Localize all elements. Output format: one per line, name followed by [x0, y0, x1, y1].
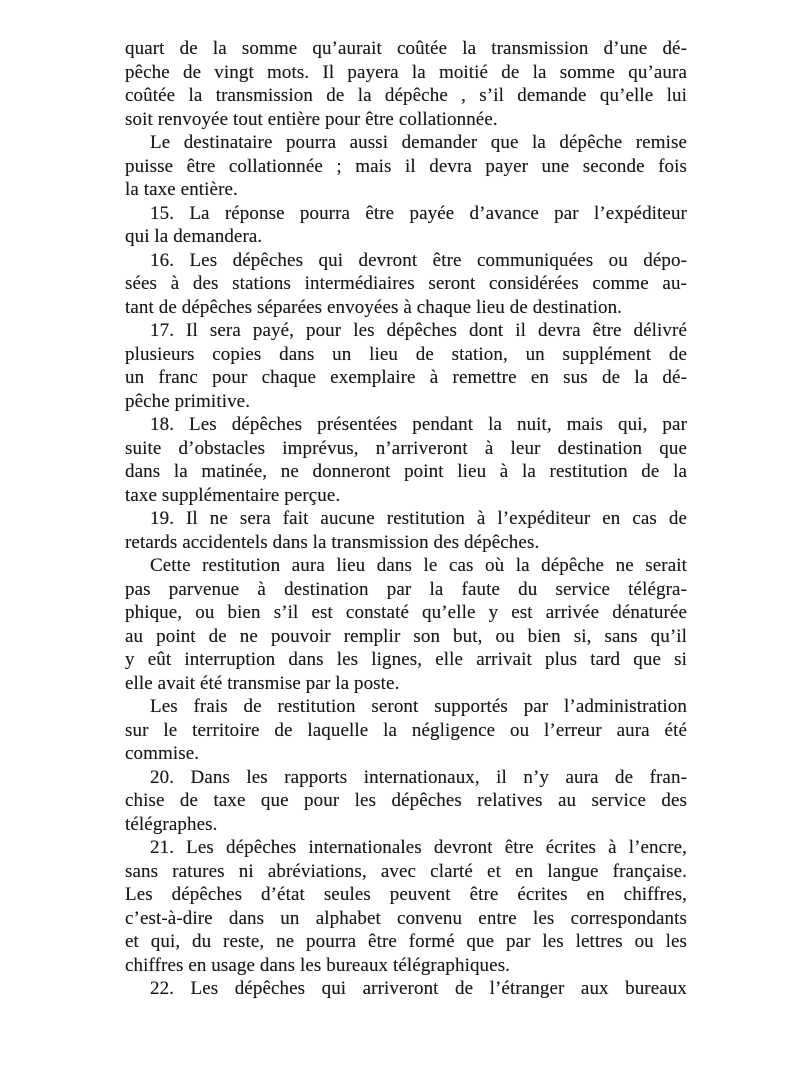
text-line: dans la matinée, ne donneront point lieu à la restitution de la: [125, 461, 687, 482]
text-line: phique, ou bien s’il est constaté qu’elle y est arrivée dénaturée: [125, 602, 687, 623]
text-line: sées à des stations intermédiaires seront considérées comme au-: [125, 273, 687, 294]
text-line: chise de taxe que pour les dépêches relatives au service des: [125, 790, 687, 811]
text-line: qui la demandera.: [125, 226, 263, 247]
text-line: 15. La réponse pourra être payée d’avance par l’expéditeur: [150, 202, 687, 224]
text-line: au point de ne pouvoir remplir son but, ou bien si, sans qu’il: [125, 625, 687, 647]
text-line: elle avait été transmise par la poste.: [125, 672, 400, 694]
text-line: télégraphes.: [125, 813, 218, 835]
text-line: taxe supplémentaire perçue.: [125, 484, 341, 506]
text-line: 20. Dans les rapports internationaux, il n’y aura de fran-: [150, 766, 687, 788]
text-line: chiffres en usage dans les bureaux télégraphiques.: [125, 954, 511, 976]
text-line: soit renvoyée tout entière pour être collationnée.: [125, 108, 498, 130]
text-line: pas parvenue à destination par la faute du service télégra-: [125, 578, 687, 600]
text-line: sans ratures ni abréviations, avec clarté et en langue française.: [125, 860, 687, 882]
text-line: pêche primitive.: [125, 390, 251, 412]
text-line: sur le territoire de laquelle la négligence ou l’erreur aura été: [125, 719, 687, 741]
text-line: plusieurs copies dans un lieu de station, un supplément de: [125, 343, 687, 365]
text-line: Le destinataire pourra aussi demander que la dépêche remise: [150, 132, 687, 153]
text-line: puisse être collationnée ; mais il devra payer une seconde fois: [125, 155, 687, 177]
text-line: retards accidentels dans la transmission des dépêches.: [125, 531, 540, 553]
text-line: Les frais de restitution seront supportés par l’administration: [150, 696, 687, 717]
text-line: et qui, du reste, ne pourra être formé que par les lettres ou les: [125, 931, 687, 952]
text-line: 16. Les dépêches qui devront être communiquées ou dépo-: [150, 249, 687, 271]
text-line: Les dépêches d’état seules peuvent être écrites en chiffres,: [125, 884, 687, 905]
text-line: quart de la somme qu’aurait coûtée la transmission d’une dé-: [125, 38, 687, 59]
text-line: y eût interruption dans les lignes, elle arrivait plus tard que si: [125, 649, 687, 670]
text-line: 18. Les dépêches présentées pendant la nuit, mais qui, par: [150, 414, 687, 435]
text-line: la taxe entière.: [125, 179, 238, 200]
text-line: c’est-à-dire dans un alphabet convenu entre les correspondants: [125, 907, 687, 929]
text-line: commise.: [125, 743, 200, 764]
text-line: coûtée la transmission de la dépêche , s’il demande qu’elle lui: [125, 85, 687, 106]
text-line: Cette restitution aura lieu dans le cas où la dépêche ne serait: [150, 555, 687, 576]
text-line: 17. Il sera payé, pour les dépêches dont il devra être délivré: [150, 320, 687, 341]
text-line: 21. Les dépêches internationales devront être écrites à l’encre,: [150, 837, 687, 858]
text-block: [125, 37, 687, 1001]
text-line: 19. Il ne sera fait aucune restitution à l’expéditeur en cas de: [150, 508, 687, 529]
text-line: un franc pour chaque exemplaire à remettre en sus de la dé-: [125, 367, 687, 388]
text-line: pêche de vingt mots. Il payera la moitié de la somme qu’aura: [125, 61, 687, 83]
text-line: 22. Les dépêches qui arriveront de l’étranger aux bureaux: [150, 978, 687, 999]
text-line: tant de dépêches séparées envoyées à chaque lieu de destination.: [125, 296, 623, 318]
text-line: suite d’obstacles imprévus, n’arriveront à leur destination que: [125, 437, 687, 459]
